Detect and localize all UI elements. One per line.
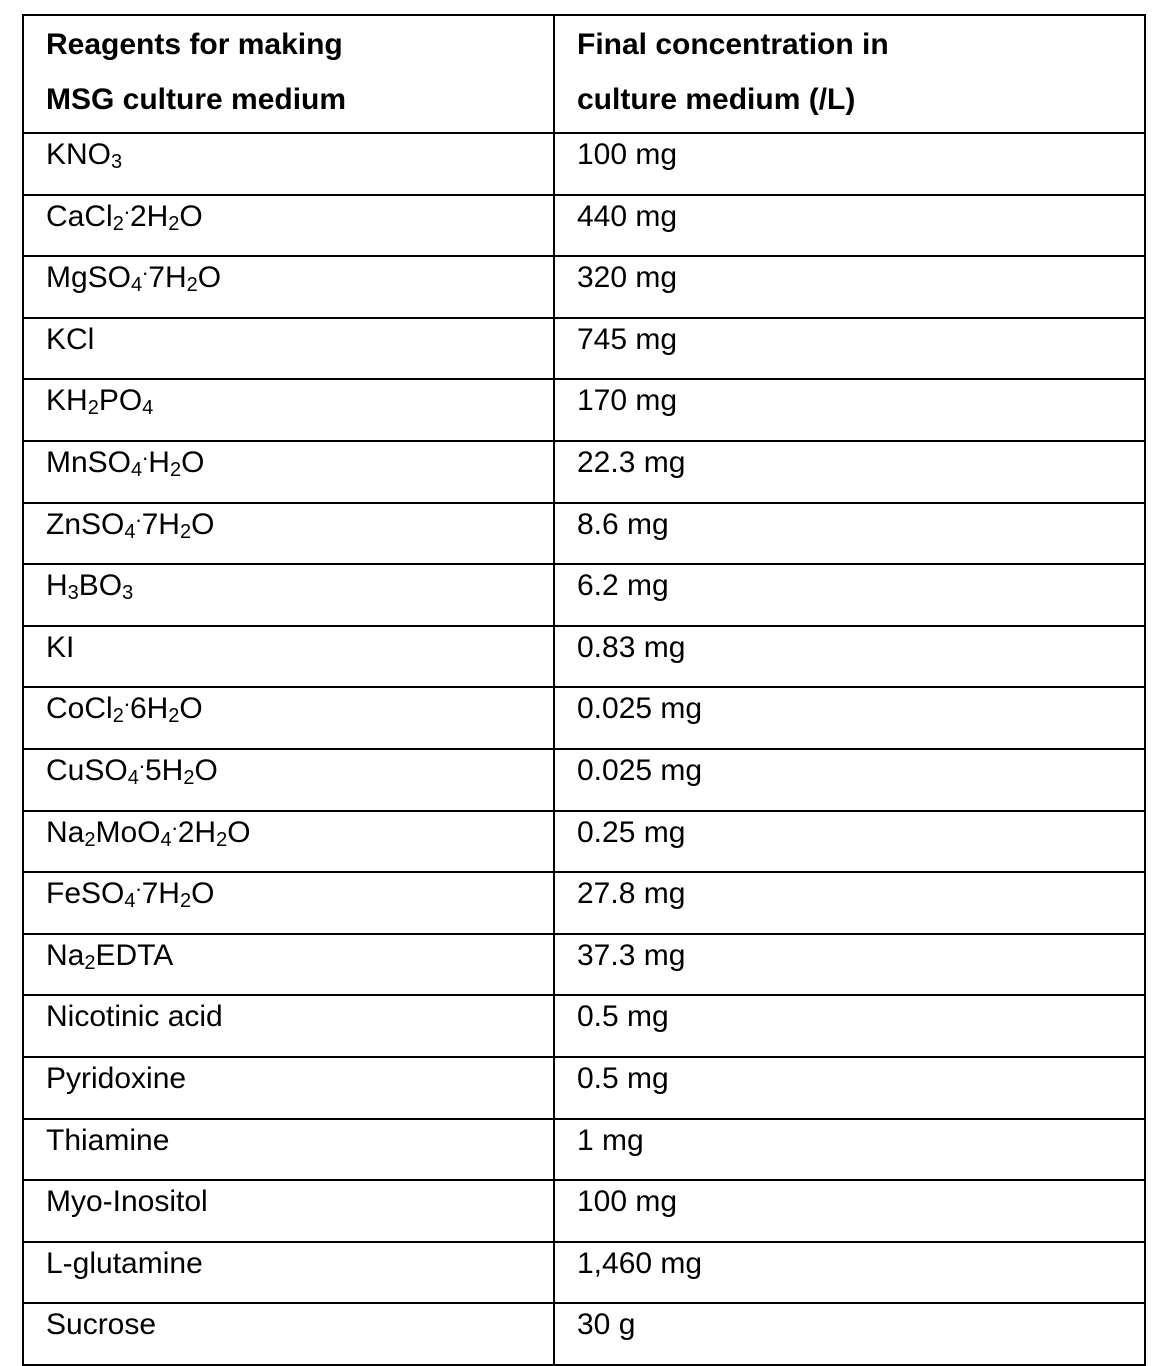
reagent-text: KNO (46, 138, 112, 171)
reagent-text: EDTA (95, 938, 174, 972)
hydrate-dot: . (171, 809, 178, 835)
reagent-text: O (197, 261, 222, 295)
subscript: 2 (179, 890, 192, 913)
hydrate-dot: . (138, 747, 145, 773)
reagent-text: 2H (177, 815, 217, 849)
reagent-cell (23, 1242, 554, 1304)
reagent-text: BO (78, 569, 123, 603)
subscript: 4 (160, 828, 172, 851)
amount-cell: 320 mg (554, 256, 1145, 318)
reagent-cell (23, 133, 554, 195)
reagent-text: Na (46, 815, 85, 849)
amount-cell: 1,460 mg (554, 1242, 1145, 1304)
subscript: 2 (168, 212, 180, 235)
reagent-text: FeSO (46, 877, 125, 911)
reagent-text: O (194, 753, 218, 787)
reagent-cell (23, 1057, 554, 1119)
table-row (23, 995, 1145, 1057)
amount-cell: 8.6 mg (554, 503, 1145, 565)
table-row (23, 626, 1145, 688)
table-row (23, 133, 1145, 195)
table-row (23, 195, 1145, 257)
amount-cell: 0.5 mg (554, 995, 1145, 1057)
reagent-cell (23, 441, 554, 503)
header-concentration-line2: culture medium (/L) (577, 83, 856, 116)
header-reagents-line1: Reagents for making (46, 28, 343, 61)
subscript: 2 (186, 274, 198, 297)
reagent-text: Myo-Inositol (46, 1185, 208, 1219)
header-concentration (554, 15, 1145, 133)
reagent-text: O (191, 507, 215, 541)
reagent-text: 7H (141, 877, 180, 911)
reagent-text: 5H (144, 753, 184, 787)
reagent-text: Nicotinic acid (46, 1000, 223, 1034)
amount-cell: 37.3 mg (554, 934, 1145, 996)
table-row (23, 749, 1145, 811)
reagent-text: KI (46, 630, 75, 664)
reagent-text: Thiamine (46, 1123, 170, 1157)
reagent-text: PO (98, 384, 143, 418)
subscript: 2 (168, 705, 180, 728)
subscript: 2 (84, 828, 96, 851)
table-row (23, 1057, 1145, 1119)
amount-cell: 6.2 mg (554, 564, 1145, 626)
subscript: 4 (131, 274, 143, 297)
amount-cell: 0.025 mg (554, 749, 1145, 811)
subscript: 2 (87, 397, 99, 420)
reagent-text: Na (46, 938, 85, 972)
amount-cell: 440 mg (554, 195, 1145, 257)
reagents-table (22, 14, 1146, 1366)
table-row (23, 687, 1145, 749)
reagent-cell (23, 564, 554, 626)
subscript: 4 (127, 766, 139, 789)
table-header-row (23, 15, 1145, 133)
table-row (23, 256, 1145, 318)
amount-cell: 170 mg (554, 379, 1145, 441)
reagent-text: KH (46, 384, 88, 418)
amount-cell: 0.5 mg (554, 1057, 1145, 1119)
table-row (23, 872, 1145, 934)
amount-cell: 1 mg (554, 1119, 1145, 1181)
subscript: 4 (124, 520, 136, 543)
reagent-cell (23, 749, 554, 811)
hydrate-dot: . (123, 193, 130, 219)
amount-cell: 0.25 mg (554, 811, 1145, 873)
reagent-text: CuSO (46, 753, 128, 787)
reagent-cell (23, 687, 554, 749)
subscript: 4 (131, 458, 143, 481)
table-row (23, 934, 1145, 996)
reagent-text: CoCl (46, 692, 113, 726)
subscript: 4 (124, 890, 136, 913)
subscript: 2 (169, 458, 182, 481)
reagent-cell (23, 1180, 554, 1242)
amount-cell: 0.025 mg (554, 687, 1145, 749)
hydrate-dot: . (142, 255, 149, 281)
reagent-cell (23, 256, 554, 318)
table-row (23, 379, 1145, 441)
reagent-text: O (179, 692, 203, 726)
reagent-text: 2H (129, 199, 169, 233)
reagent-text: Pyridoxine (46, 1061, 187, 1095)
hydrate-dot: . (142, 439, 149, 465)
reagent-text: O (191, 877, 215, 911)
reagent-cell (23, 626, 554, 688)
table-row (23, 811, 1145, 873)
amount-cell: 22.3 mg (554, 441, 1145, 503)
reagent-cell (23, 1303, 554, 1365)
subscript: 2 (112, 212, 124, 235)
reagent-text: MnSO (46, 445, 132, 479)
reagent-cell (23, 811, 554, 873)
reagent-cell (23, 503, 554, 565)
table-row (23, 441, 1145, 503)
header-reagents (23, 15, 554, 133)
subscript: 3 (122, 582, 134, 605)
amount-cell: 100 mg (554, 133, 1145, 195)
amount-cell: 30 g (554, 1303, 1145, 1365)
reagent-cell (23, 995, 554, 1057)
reagent-text: KCl (46, 322, 95, 356)
reagent-cell (23, 195, 554, 257)
amount-cell: 745 mg (554, 318, 1145, 380)
reagent-text: Sucrose (46, 1308, 157, 1342)
table-row (23, 1180, 1145, 1242)
reagent-text: H (148, 445, 170, 479)
header-concentration-line1: Final concentration in (577, 28, 889, 61)
reagent-text: H (46, 569, 68, 603)
table-body (23, 133, 1145, 1365)
reagent-text: MoO (95, 815, 161, 849)
reagent-text: ZnSO (46, 507, 125, 541)
reagent-text: O (181, 445, 205, 479)
reagent-text: 7H (148, 261, 187, 295)
subscript: 4 (142, 397, 154, 420)
table-row (23, 1242, 1145, 1304)
table-row (23, 503, 1145, 565)
amount-cell: 100 mg (554, 1180, 1145, 1242)
subscript: 3 (111, 151, 123, 173)
reagent-cell (23, 1119, 554, 1181)
reagent-text: CaCl (46, 199, 113, 233)
reagent-text: L-glutamine (46, 1246, 203, 1280)
table-row (23, 564, 1145, 626)
header-reagents-line2: MSG culture medium (46, 83, 347, 116)
hydrate-dot: . (135, 501, 142, 527)
amount-cell: 0.83 mg (554, 626, 1145, 688)
subscript: 2 (183, 766, 195, 789)
reagent-text: MgSO (46, 261, 132, 295)
hydrate-dot: . (123, 686, 130, 712)
subscript: 2 (112, 705, 124, 728)
subscript: 2 (179, 520, 192, 543)
reagent-text: O (179, 199, 203, 233)
reagent-text: O (227, 815, 251, 849)
reagent-cell (23, 318, 554, 380)
subscript: 3 (67, 582, 79, 605)
table-row (23, 318, 1145, 380)
hydrate-dot: . (135, 871, 142, 897)
table-row (23, 1303, 1145, 1365)
amount-cell: 27.8 mg (554, 872, 1145, 934)
subscript: 2 (216, 828, 228, 851)
reagent-cell (23, 872, 554, 934)
reagent-cell (23, 934, 554, 996)
subscript: 2 (84, 951, 96, 974)
table-row (23, 1119, 1145, 1181)
reagent-text: 6H (129, 692, 169, 726)
reagent-cell (23, 379, 554, 441)
reagent-text: 7H (141, 507, 180, 541)
